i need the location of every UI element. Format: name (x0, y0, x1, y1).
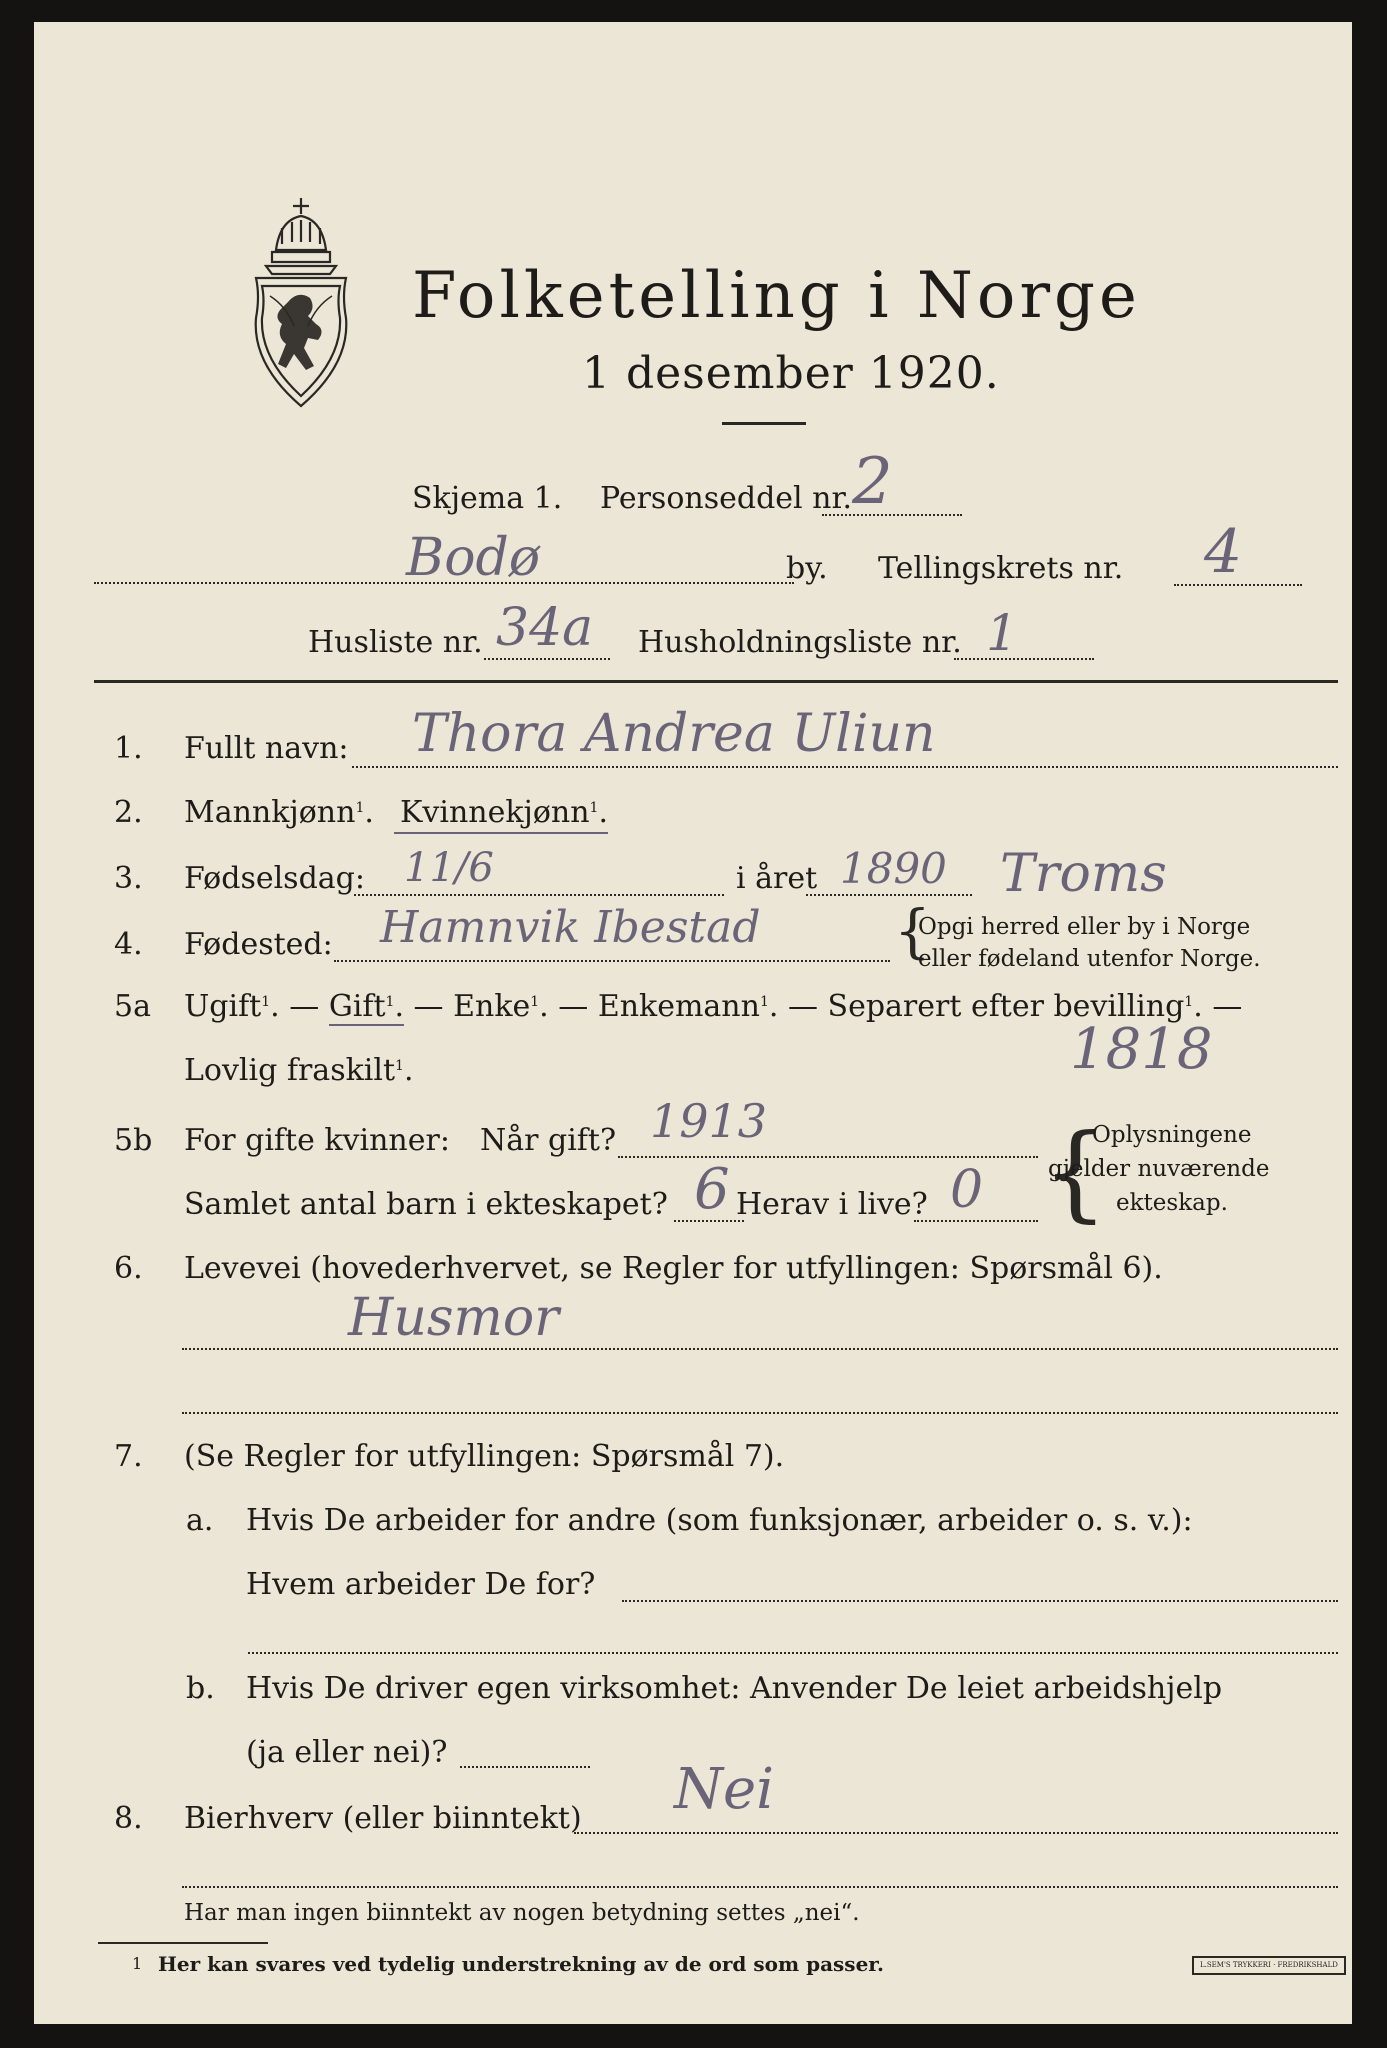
female-label: Kvinnekjønn (400, 795, 590, 830)
q6-label: Levevei (hovederhvervet, se Regler for utfyllingen: Spørsmål 6). (184, 1251, 1163, 1286)
employer-field-line-2[interactable] (248, 1652, 1338, 1654)
q5a-number: 5a (114, 989, 151, 1024)
q1-number: 1. (114, 731, 143, 766)
enkemann-label: Enkemann (597, 989, 760, 1024)
year-label: i året (736, 861, 818, 896)
q4-label: Fødested: (184, 927, 333, 962)
birthplace-note-line1: Opgi herred eller by i Norge (918, 914, 1251, 940)
marriage-note-brace: { (1042, 1111, 1109, 1233)
employer-field-line[interactable] (622, 1600, 1338, 1602)
by-label: by. (786, 551, 828, 586)
tellingskrets-value: 4 (1204, 517, 1243, 587)
birthplace-value: Hamnvik Ibestad (380, 902, 761, 953)
husholdning-value: 1 (986, 604, 1018, 662)
ugift-label: Ugift (184, 989, 262, 1024)
personseddel-value: 2 (852, 445, 893, 519)
footnote-mark: 1 (261, 994, 271, 1010)
occupation-field-line-2[interactable] (182, 1412, 1338, 1414)
full-name-field-line[interactable] (352, 766, 1338, 768)
marriage-date-label: Når gift? (480, 1123, 617, 1158)
gift-label: Gift (328, 989, 386, 1024)
footnote-mark: 1 (1184, 994, 1194, 1010)
birthplace-brace: { (894, 897, 931, 965)
alive-label: Herav i live? (736, 1187, 928, 1222)
footnote-mark: 1 (395, 1058, 404, 1074)
birthplace-field-line[interactable] (334, 960, 890, 962)
lovlig-fraskilt-option[interactable]: Lovlig fraskilt$^1$. (184, 1053, 414, 1088)
q6-number: 6. (114, 1251, 143, 1286)
birthplace-note-line2: eller fødeland utenfor Norge. (918, 946, 1261, 972)
schema-label: Skjema 1. (412, 481, 563, 516)
q4-number: 4. (114, 927, 143, 962)
footnote-mark: 1 (759, 994, 769, 1010)
enke-option[interactable]: Enke$^1$. (453, 989, 549, 1024)
q7-number: 7. (114, 1439, 143, 1474)
q7b-line2: (ja eller nei)? (246, 1735, 448, 1770)
alive-field-line[interactable] (914, 1220, 1038, 1222)
children-value: 6 (694, 1157, 730, 1222)
male-label: Mannkjønn (184, 795, 356, 830)
marriage-note-line3: ekteskap. (1116, 1190, 1228, 1216)
title-divider (722, 422, 806, 425)
side-income-field-line[interactable] (574, 1832, 1338, 1834)
birth-county-value: Troms (1000, 844, 1167, 904)
female-underline-mark (394, 832, 608, 834)
q7a-line1: Hvis De arbeider for andre (som funksjonær, arbeider o. s. v.): (246, 1503, 1193, 1538)
full-name-value: Thora Andrea Uliun (412, 704, 936, 764)
margin-note-value: 1818 (1070, 1017, 1213, 1082)
male-option[interactable]: Mannkjønn$^1$. (184, 795, 374, 830)
dash: — (787, 989, 818, 1024)
birthday-field-line[interactable] (354, 894, 724, 896)
printer-stamp: L.SEM'S TRYKKERI · FREDRIKSHALD (1192, 1956, 1346, 1975)
q7b-line1: Hvis De driver egen virksomhet: Anvender De leiet arbeidshjelp (246, 1671, 1223, 1706)
birth-year-value: 1890 (840, 844, 947, 893)
q5b-number: 5b (114, 1123, 153, 1158)
census-form-page (34, 22, 1352, 2024)
dash: — (1212, 989, 1243, 1024)
q5b-label: For gifte kvinner: (184, 1123, 450, 1158)
q8-label: Bierhverv (eller biinntekt) (184, 1801, 582, 1836)
husholdning-label: Husholdningsliste nr. (638, 625, 962, 660)
q7-label: (Se Regler for utfyllingen: Spørsmål 7). (184, 1439, 785, 1474)
census-date: 1 desember 1920. (582, 348, 1000, 399)
marriage-year-value: 1913 (650, 1094, 768, 1148)
place-value: Bodø (406, 528, 541, 588)
footnote-mark: 1 (530, 994, 540, 1010)
gift-option[interactable]: Gift$^1$. (328, 989, 404, 1024)
ugift-option[interactable]: Ugift$^1$. (184, 989, 280, 1024)
q7b-letter: b. (186, 1671, 215, 1706)
dash: — (558, 989, 589, 1024)
form-title: Folketelling i Norge (412, 259, 1141, 333)
enke-label: Enke (453, 989, 531, 1024)
nei-instruction: Har man ingen biinntekt av nogen betydning settes „nei“. (184, 1900, 860, 1926)
tellingskrets-label: Tellingskrets nr. (878, 551, 1124, 586)
q3-label: Fødselsdag: (184, 861, 365, 896)
footnote-text: Her kan svares ved tydelig understrekning av de ord som passer. (158, 1952, 884, 1976)
marriage-year-field-line[interactable] (618, 1156, 1038, 1158)
q1-label: Fullt navn: (184, 731, 349, 766)
husliste-value: 34a (496, 598, 594, 658)
husliste-label: Husliste nr. (308, 625, 483, 660)
enkemann-option[interactable]: Enkemann$^1$. (597, 989, 779, 1024)
footnote-mark: 1 (589, 800, 599, 816)
q3-number: 3. (114, 861, 143, 896)
q8-number: 8. (114, 1801, 143, 1836)
separert-option[interactable]: Separert efter bevilling$^1$. (827, 989, 1203, 1024)
lovlig-label: Lovlig fraskilt (184, 1053, 396, 1088)
q7a-line2: Hvem arbeider De for? (246, 1567, 596, 1602)
husholdning-field-line[interactable] (954, 658, 1094, 660)
footnote-divider (98, 1942, 268, 1944)
footnote-mark: 1 (385, 994, 395, 1010)
q7a-letter: a. (186, 1503, 214, 1538)
q2-number: 2. (114, 795, 143, 830)
footnote-mark: 1 (355, 800, 365, 816)
occupation-value: Husmor (348, 1288, 559, 1348)
alive-value: 0 (950, 1160, 984, 1220)
birthday-value: 11/6 (404, 845, 494, 891)
side-income-field-line-2[interactable] (182, 1886, 1338, 1888)
header-divider (94, 680, 1338, 683)
dash: — (289, 989, 320, 1024)
coat-of-arms-icon (248, 192, 354, 412)
dash: — (413, 989, 444, 1024)
hired-help-field-line[interactable] (460, 1766, 590, 1768)
female-option[interactable]: Kvinnekjønn$^1$. (400, 795, 609, 830)
husliste-field-line[interactable] (484, 658, 610, 660)
occupation-field-line-1[interactable] (182, 1348, 1338, 1350)
side-income-value: Nei (674, 1757, 775, 1822)
children-label: Samlet antal barn i ekteskapet? (184, 1187, 668, 1222)
marriage-note-line1: Oplysningene (1092, 1122, 1252, 1148)
footnote-number: 1 (132, 1954, 143, 1973)
personseddel-label: Personseddel nr. (600, 481, 853, 516)
birth-year-field-line[interactable] (806, 894, 972, 896)
separert-label: Separert efter bevilling (827, 989, 1185, 1024)
marriage-note-line2: gjelder nuværende (1048, 1156, 1270, 1182)
